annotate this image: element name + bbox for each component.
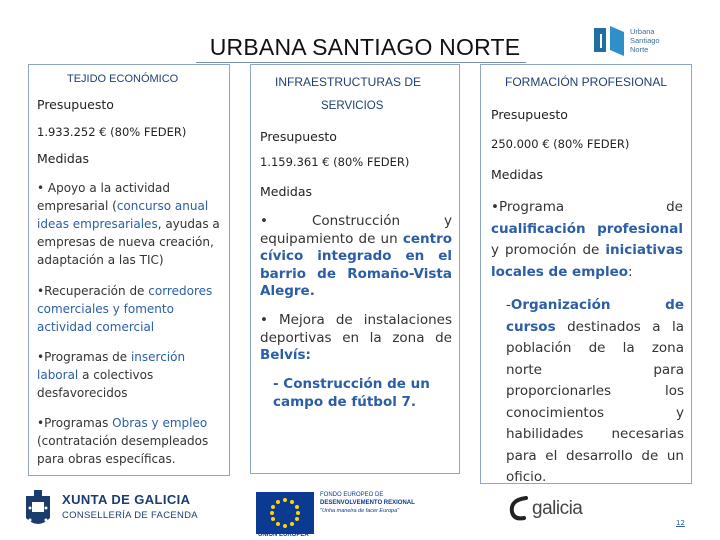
budget-value: 250.000 € (80% FEDER) — [491, 137, 630, 151]
feder-motto: "Unha maneira de facer Europa" — [320, 508, 400, 514]
measure-item: • Construcción y equipamiento de un centro cívico integrado en el barrio de Romaño-Vista Alegre. — [260, 213, 452, 299]
feder-name: FONDO EUROPEO DE DESENVOLVEMENTO REXIONAL — [320, 492, 415, 506]
galicia-coat-of-arms-icon — [22, 488, 54, 532]
budget-label: Presupuesto — [37, 97, 114, 112]
budget-value: 1.159.361 € (80% FEDER) — [260, 155, 410, 169]
urbana-logo — [592, 24, 692, 64]
urbana-logo-icon — [592, 24, 628, 58]
column-heading: INFRAESTRUCTURAS DE — [275, 75, 422, 89]
measure-item: •Programa de cualificación profesional y promoción de iniciativas locales de empleo: — [491, 199, 683, 280]
conselleria-name: CONSELLERÍA DE FACENDA — [62, 510, 198, 521]
galicia-brand-logo — [506, 494, 600, 528]
budget-value: 1.933.252 € (80% FEDER) — [37, 125, 187, 139]
column-heading-line2: SERVICIOS — [321, 100, 384, 112]
xunta-name: XUNTA DE GALICIA — [62, 492, 191, 507]
measures-label: Medidas — [37, 151, 89, 166]
eu-flag-icon — [256, 492, 314, 534]
measures-label: Medidas — [491, 167, 543, 182]
eu-feder-logo — [256, 488, 426, 540]
title-underline — [196, 62, 526, 63]
column-heading: FORMACIÓN PROFESIONAL — [505, 75, 668, 89]
eu-label: UNIÓN EUROPEA — [258, 532, 309, 538]
galicia-wordmark: galicia — [532, 498, 583, 519]
budget-label: Presupuesto — [491, 107, 568, 122]
xunta-logo — [22, 488, 242, 534]
budget-label: Presupuesto — [260, 129, 337, 144]
measure-subitem: -Organización de cursos destinados a la población de la zona norte para proporcionarles los conocimientos y habilidades necesarias para el desarrollo de un oficio. — [506, 297, 684, 485]
measure-item: •Programas Obras y empleo (contratación desempleados para obras específicas. — [37, 416, 209, 466]
column-infraestructuras — [250, 64, 460, 474]
page-title: URBANA SANTIAGO NORTE — [209, 34, 521, 60]
urbana-logo-text: Urbana Santiago Norte — [630, 27, 660, 54]
column-heading: TEJIDO ECONÓMICO — [67, 73, 179, 85]
measure-item: • Mejora de instalaciones deportivas en la zona de Belvís: — [260, 312, 452, 363]
column-tejido-economico — [28, 64, 230, 476]
page-number: 12 — [676, 519, 685, 527]
measures-label: Medidas — [260, 184, 312, 199]
measure-item: •Recuperación de corredores comerciales y fomento actividad comercial — [37, 284, 213, 334]
column-formacion-profesional — [480, 64, 692, 484]
measure-item: • Apoyo a la actividad empresarial (concurso anual ideas empresariales, ayudas a empresas de nueva creación, adaptación a las TIC) — [37, 181, 220, 267]
measure-item: •Programas de inserción laboral a colectivos desfavorecidos — [37, 350, 186, 400]
galicia-swirl-icon — [506, 494, 532, 524]
measure-subitem: - Construcción de un campo de fútbol 7. — [273, 376, 430, 410]
